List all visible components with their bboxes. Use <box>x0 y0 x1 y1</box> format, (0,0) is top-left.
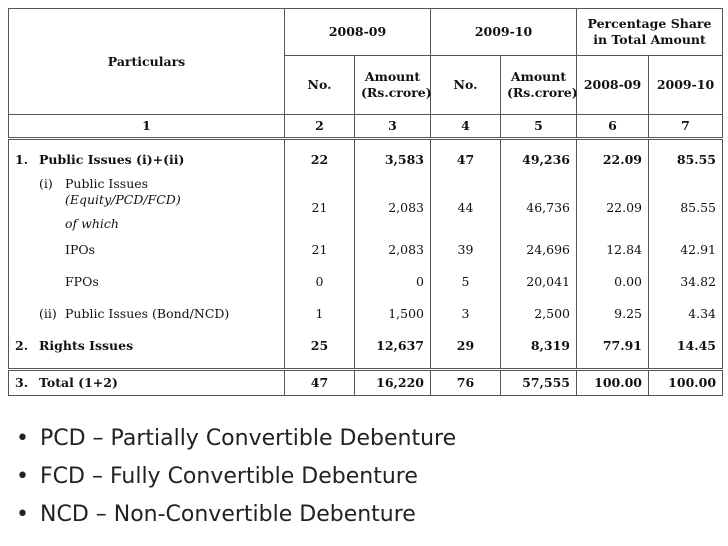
cell-amount-2009-10: 8,319 <box>501 334 577 370</box>
table-row <box>9 172 723 216</box>
cell-amount-2008-09: 2,083 <box>355 238 431 270</box>
cell-share-2009-10: 85.55 <box>649 139 723 173</box>
table-row <box>9 216 723 238</box>
row-particulars: IPOs <box>9 238 285 270</box>
note-pcd: • PCD – Partially Convertible Debenture <box>42 420 456 458</box>
cell-no-2008-09: 47 <box>285 370 355 396</box>
header-no-2: No. <box>431 56 501 115</box>
col-number: 1 <box>9 115 285 139</box>
cell-share-2008-09: 22.09 <box>577 172 649 216</box>
header-amount-1: Amount (Rs.crore) <box>355 56 431 115</box>
cell-no-2009-10: 44 <box>431 172 501 216</box>
row-index: (i) <box>39 176 53 191</box>
cell-share-2009-10: 14.45 <box>649 334 723 370</box>
row-label: Public Issues (i)+(ii) <box>39 152 185 167</box>
table-row <box>9 139 723 173</box>
row-particulars <box>9 302 285 334</box>
public-issues-table <box>8 8 723 396</box>
header-year-2008-09: 2008-09 <box>285 9 431 56</box>
cell-empty <box>431 216 501 238</box>
cell-share-2009-10: 42.91 <box>649 238 723 270</box>
cell-no-2008-09: 25 <box>285 334 355 370</box>
note-ncd: • NCD – Non-Convertible Debenture <box>42 496 456 534</box>
cell-no-2009-10: 5 <box>431 270 501 302</box>
abbreviation-notes <box>42 420 456 534</box>
header-row-1 <box>9 9 723 56</box>
cell-no-2008-09: 21 <box>285 238 355 270</box>
col-number: 7 <box>649 115 723 139</box>
header-year-2009-10: 2009-10 <box>431 9 577 56</box>
row-particulars <box>9 334 285 370</box>
cell-amount-2008-09: 16,220 <box>355 370 431 396</box>
col-number: 3 <box>355 115 431 139</box>
cell-no-2009-10: 3 <box>431 302 501 334</box>
cell-no-2009-10: 76 <box>431 370 501 396</box>
row-particulars <box>9 216 285 238</box>
table-row <box>9 270 723 302</box>
cell-share-2009-10: 34.82 <box>649 270 723 302</box>
cell-share-2008-09: 0.00 <box>577 270 649 302</box>
cell-amount-2008-09: 3,583 <box>355 139 431 173</box>
table-row <box>9 334 723 370</box>
row-label: Rights Issues <box>39 338 134 353</box>
cell-empty <box>649 216 723 238</box>
table-row <box>9 238 723 270</box>
header-share-2008-09: 2008-09 <box>577 56 649 115</box>
cell-share-2008-09: 9.25 <box>577 302 649 334</box>
column-number-row <box>9 115 723 139</box>
table-row <box>9 302 723 334</box>
note-fcd: • FCD – Fully Convertible Debenture <box>42 458 456 496</box>
col-number: 6 <box>577 115 649 139</box>
row-particulars <box>9 370 285 396</box>
cell-amount-2009-10: 46,736 <box>501 172 577 216</box>
cell-no-2008-09: 22 <box>285 139 355 173</box>
row-particulars: FPOs <box>9 270 285 302</box>
col-number: 5 <box>501 115 577 139</box>
cell-no-2008-09: 1 <box>285 302 355 334</box>
cell-share-2009-10: 4.34 <box>649 302 723 334</box>
cell-no-2008-09: 21 <box>285 172 355 216</box>
cell-amount-2009-10: 57,555 <box>501 370 577 396</box>
cell-empty <box>501 216 577 238</box>
header-share-2009-10: 2009-10 <box>649 56 723 115</box>
cell-amount-2008-09: 0 <box>355 270 431 302</box>
total-row <box>9 370 723 396</box>
col-number: 2 <box>285 115 355 139</box>
row-index: 2. <box>15 338 29 353</box>
header-no-1: No. <box>285 56 355 115</box>
issues-table-container <box>8 8 722 396</box>
cell-share-2009-10: 85.55 <box>649 172 723 216</box>
cell-no-2009-10: 39 <box>431 238 501 270</box>
cell-share-2008-09: 77.91 <box>577 334 649 370</box>
row-label: Total (1+2) <box>39 375 118 391</box>
cell-share-2008-09: 12.84 <box>577 238 649 270</box>
cell-share-2008-09: 22.09 <box>577 139 649 173</box>
row-index: (ii) <box>39 306 57 321</box>
cell-amount-2009-10: 20,041 <box>501 270 577 302</box>
cell-no-2009-10: 47 <box>431 139 501 173</box>
cell-empty <box>355 216 431 238</box>
cell-amount-2009-10: 49,236 <box>501 139 577 173</box>
cell-amount-2008-09: 12,637 <box>355 334 431 370</box>
cell-amount-2009-10: 2,500 <box>501 302 577 334</box>
cell-amount-2009-10: 24,696 <box>501 238 577 270</box>
row-particulars <box>9 172 285 216</box>
row-label-sub: (Equity/PCD/FCD) <box>65 191 181 207</box>
cell-share-2009-10: 100.00 <box>649 370 723 396</box>
row-particulars <box>9 139 285 173</box>
cell-empty <box>285 216 355 238</box>
header-amount-2: Amount (Rs.crore) <box>501 56 577 115</box>
cell-amount-2008-09: 2,083 <box>355 172 431 216</box>
row-index: 1. <box>15 152 29 167</box>
col-number: 4 <box>431 115 501 139</box>
row-index: 3. <box>15 375 29 391</box>
cell-no-2009-10: 29 <box>431 334 501 370</box>
cell-amount-2008-09: 1,500 <box>355 302 431 334</box>
cell-empty <box>577 216 649 238</box>
header-particulars: Particulars <box>9 9 285 115</box>
header-percentage-share: Percentage Share in Total Amount <box>577 9 723 56</box>
row-label: Public Issues (Bond/NCD) <box>65 306 230 321</box>
cell-no-2008-09: 0 <box>285 270 355 302</box>
row-label: of which <box>65 216 119 231</box>
cell-share-2008-09: 100.00 <box>577 370 649 396</box>
row-label: Public Issues <box>65 176 149 191</box>
